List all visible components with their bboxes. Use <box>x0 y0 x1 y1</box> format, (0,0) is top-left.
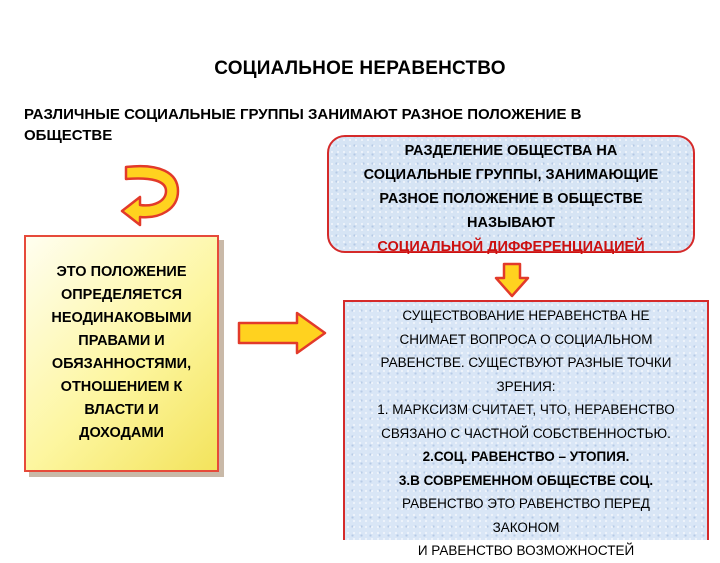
inequality-line: РАВЕНСТВО ЭТО РАВЕНСТВО ПЕРЕД <box>402 496 650 511</box>
definition-line: НАЗЫВАЮТ <box>467 215 555 231</box>
position-line: ВЛАСТИ И <box>84 402 159 418</box>
down-arrow-icon <box>494 262 530 298</box>
definition-box <box>327 135 695 253</box>
inequality-line: РАВЕНСТВЕ. СУЩЕСТВУЮТ РАЗНЫЕ ТОЧКИ <box>380 355 672 370</box>
inequality-line: 3.В СОВРЕМЕННОМ ОБЩЕСТВЕ СОЦ. <box>398 472 654 488</box>
subtitle-line-1: РАЗЛИЧНЫЕ СОЦИАЛЬНЫЕ ГРУППЫ ЗАНИМАЮТ РАЗНОЕ ПОЛОЖЕНИЕ В <box>24 106 582 123</box>
position-line: ПРАВАМИ И <box>78 333 165 349</box>
position-line: ОТНОШЕНИЕМ К <box>60 379 183 395</box>
inequality-line: СУЩЕСТВОВАНИЕ НЕРАВЕНСТВА НЕ <box>402 308 650 323</box>
inequality-line: 2.СОЦ. РАВЕНСТВО – УТОПИЯ. <box>422 449 630 464</box>
definition-line: РАЗДЕЛЕНИЕ ОБЩЕСТВА НА <box>404 143 618 159</box>
position-line: ОПРЕДЕЛЯЕТСЯ <box>60 287 183 303</box>
subtitle-line-2: ОБЩЕСТВЕ <box>24 127 113 144</box>
position-line: ЭТО ПОЛОЖЕНИЕ <box>56 264 187 280</box>
inequality-line: 1. МАРКСИЗМ СЧИТАЕТ, ЧТО, НЕРАВЕНСТВО <box>377 402 675 417</box>
inequality-line: И РАВЕНСТВО ВОЗМОЖНОСТЕЙ <box>417 543 635 558</box>
curved-arrow-icon <box>118 155 188 233</box>
position-box <box>24 235 219 472</box>
position-line: ОБЯЗАННОСТЯМИ, <box>51 356 192 372</box>
inequality-line: ЗРЕНИЯ: <box>496 378 556 394</box>
definition-line: СОЦИАЛЬНЫЕ ГРУППЫ, ЗАНИМАЮЩИЕ <box>363 167 659 183</box>
position-line: НЕОДИНАКОВЫМИ <box>51 310 192 326</box>
definition-term: СОЦИАЛЬНОЙ ДИФФЕРЕНЦИАЦИЕЙ <box>377 239 645 255</box>
inequality-line: СВЯЗАНО С ЧАСТНОЙ СОБСТВЕННОСТЬЮ. <box>381 425 671 441</box>
right-arrow-icon <box>237 311 327 355</box>
inequality-box <box>343 300 709 558</box>
slide-title: СОЦИАЛЬНОЕ НЕРАВЕНСТВО <box>214 58 506 79</box>
position-line: ДОХОДАМИ <box>79 425 164 441</box>
inequality-line: ЗАКОНОМ <box>492 519 560 535</box>
definition-line: РАЗНОЕ ПОЛОЖЕНИЕ В ОБЩЕСТВЕ <box>379 191 643 207</box>
inequality-line: СНИМАЕТ ВОПРОСА О СОЦИАЛЬНОМ <box>399 331 653 347</box>
